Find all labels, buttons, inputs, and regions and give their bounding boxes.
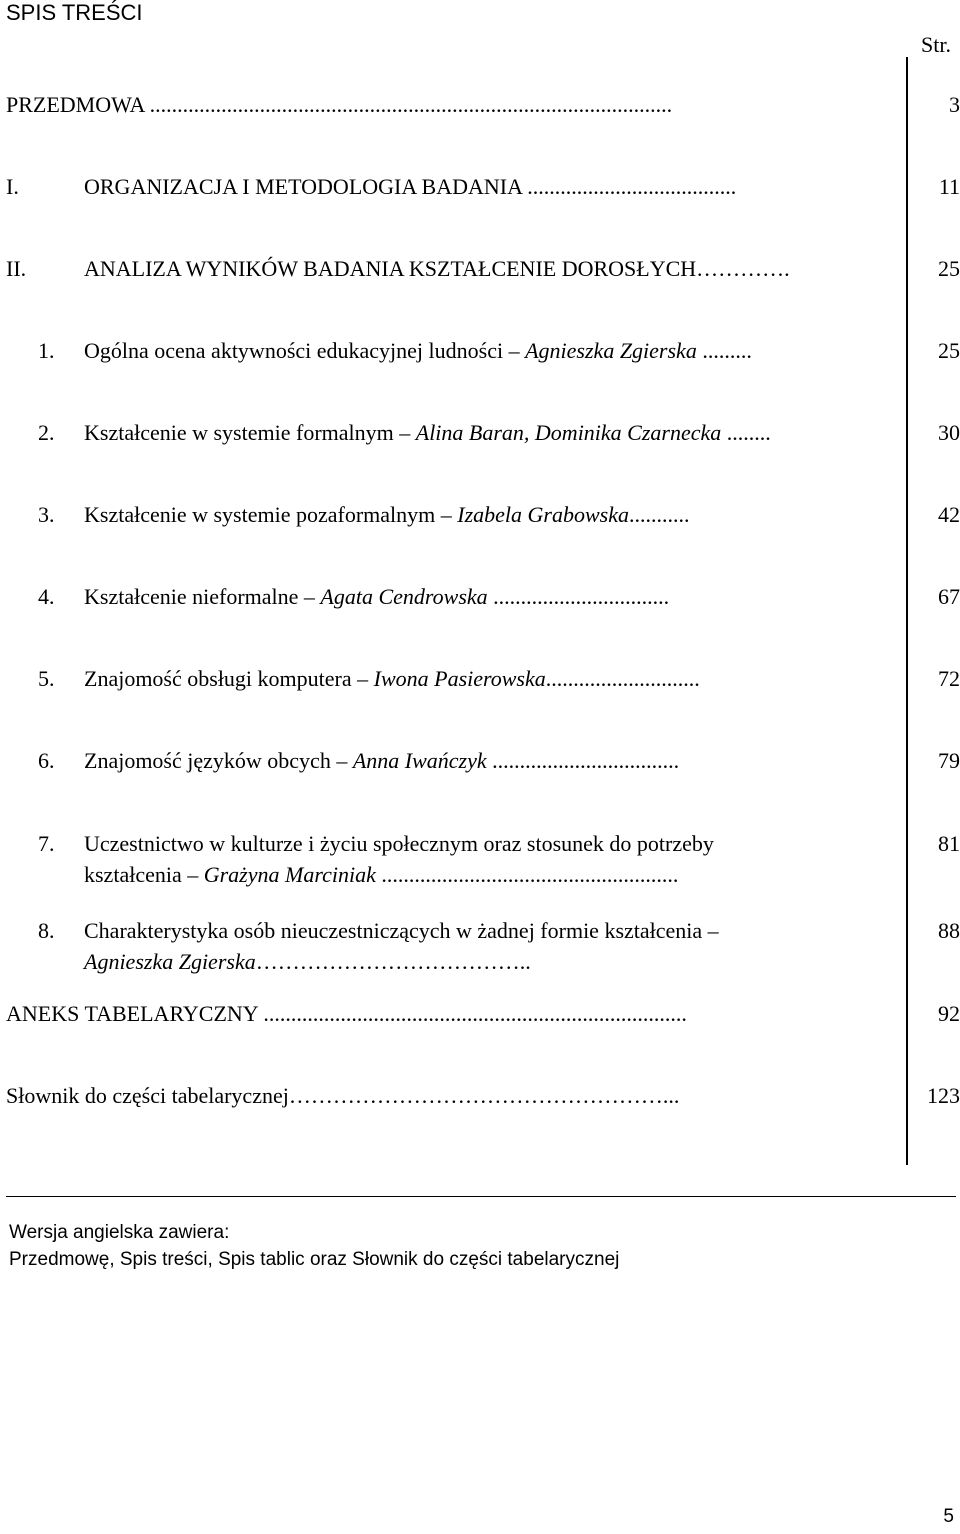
toc-entry-text: Znajomość języków obcych – bbox=[84, 748, 353, 773]
toc-entry-glossary[interactable] bbox=[0, 1083, 960, 1113]
toc-entry-page: 72 bbox=[938, 666, 960, 691]
toc-entry-leader: .................................. bbox=[486, 748, 680, 773]
toc-entry-annex[interactable] bbox=[0, 1001, 960, 1031]
toc-entry-preface[interactable] bbox=[0, 92, 960, 122]
note-line-2: Przedmowę, Spis treści, Spis tablic oraz Słownik do części tabelarycznej bbox=[9, 1249, 620, 1270]
toc-entry-page: 25 bbox=[938, 256, 960, 281]
toc-entry-section-3[interactable] bbox=[0, 502, 960, 532]
toc-entry-line bbox=[84, 420, 771, 446]
toc-entry-chapter-1[interactable] bbox=[0, 174, 960, 204]
toc-entry-page: 67 bbox=[938, 584, 960, 609]
toc-entry-page: 81 bbox=[938, 831, 960, 856]
toc-entry-author: Alina Baran, Dominika Czarnecka bbox=[415, 420, 722, 445]
toc-entry-author: Agnieszka Zgierska bbox=[84, 949, 256, 974]
toc-entry-chapter-2[interactable] bbox=[0, 256, 960, 286]
toc-entry-text: Ogólna ocena aktywności edukacyjnej ludności – bbox=[84, 338, 526, 363]
toc-entry-text: Kształcenie w systemie pozaformalnym – bbox=[84, 502, 458, 527]
separator-line bbox=[6, 1196, 956, 1197]
toc-entry-text: ANALIZA WYNIKÓW BADANIA KSZTAŁCENIE DOROSŁYCH…………. bbox=[84, 256, 790, 281]
toc-entry-leader: ................................ bbox=[487, 584, 670, 609]
toc-entry-number: 7. bbox=[38, 831, 55, 856]
toc-entry-leader: ……………………………….. bbox=[255, 949, 531, 974]
toc-entry-page: 3 bbox=[949, 92, 960, 117]
toc-entry-line bbox=[84, 338, 752, 364]
toc-entry-text: ANEKS TABELARYCZNY ............................................................................. bbox=[6, 1001, 687, 1026]
toc-entry-section-7[interactable] bbox=[0, 831, 960, 891]
toc-entry-number: I. bbox=[6, 174, 19, 199]
toc-entry-number: 2. bbox=[38, 420, 55, 445]
toc-entry-line bbox=[84, 862, 678, 888]
toc-entry-author: Agnieszka Zgierska bbox=[525, 338, 697, 363]
toc-entry-number: 1. bbox=[38, 338, 55, 363]
toc-entry-line bbox=[84, 748, 679, 774]
toc-entry-leader: ......... bbox=[696, 338, 752, 363]
toc-entry-line bbox=[84, 502, 690, 528]
toc-entry-author: Iwona Pasierowska bbox=[373, 666, 546, 691]
toc-entry-text: Znajomość obsługi komputera – bbox=[84, 666, 374, 691]
toc-entry-page: 79 bbox=[938, 748, 960, 773]
toc-entry-leader: ........ bbox=[721, 420, 771, 445]
toc-entry-line bbox=[84, 949, 531, 975]
note-line-1: Wersja angielska zawiera: bbox=[9, 1222, 230, 1243]
toc-entry-number: 5. bbox=[38, 666, 55, 691]
toc-entry-author: Izabela Grabowska bbox=[457, 502, 629, 527]
toc-entry-number: II. bbox=[6, 256, 27, 281]
page-title: SPIS TREŚCI bbox=[6, 0, 143, 25]
toc-entry-text: ORGANIZACJA I METODOLOGIA BADANIA ...................................... bbox=[84, 174, 737, 199]
toc-entry-page: 25 bbox=[938, 338, 960, 363]
toc-entry-text-cont: kształcenia – bbox=[84, 862, 204, 887]
toc-entry-number: 3. bbox=[38, 502, 55, 527]
toc-entry-text: Charakterystyka osób nieuczestniczących w żadnej formie kształcenia – bbox=[84, 918, 719, 943]
toc-entry-section-2[interactable] bbox=[0, 420, 960, 450]
toc-entry-number: 4. bbox=[38, 584, 55, 609]
toc-entry-page: 92 bbox=[938, 1001, 960, 1026]
toc-entry-text: Uczestnictwo w kulturze i życiu społecznym oraz stosunek do potrzeby bbox=[84, 831, 714, 856]
toc-entry-author: Grażyna Marciniak bbox=[203, 862, 376, 887]
toc-entry-section-6[interactable] bbox=[0, 748, 960, 778]
toc-entry-number: 6. bbox=[38, 748, 55, 773]
toc-entry-page: 30 bbox=[938, 420, 960, 445]
toc-entry-text: Słownik do części tabelarycznej……………………………………………... bbox=[6, 1083, 680, 1108]
toc-entry-text: Kształcenie nieformalne – bbox=[84, 584, 321, 609]
toc-entry-line bbox=[84, 666, 700, 692]
toc-entry-number: 8. bbox=[38, 918, 55, 943]
toc-entry-section-8[interactable] bbox=[0, 918, 960, 978]
toc-entry-page: 11 bbox=[938, 174, 960, 199]
toc-entry-page: 88 bbox=[938, 918, 960, 943]
toc-entry-line bbox=[84, 584, 669, 610]
toc-entry-page: 123 bbox=[927, 1083, 960, 1108]
toc-entry-leader: ...................................................... bbox=[375, 862, 679, 887]
toc-entry-section-5[interactable] bbox=[0, 666, 960, 696]
toc-entry-text: Kształcenie w systemie formalnym – bbox=[84, 420, 416, 445]
toc-entry-author: Agata Cendrowska bbox=[320, 584, 488, 609]
toc-entry-section-1[interactable] bbox=[0, 338, 960, 368]
toc-entry-section-4[interactable] bbox=[0, 584, 960, 614]
page-number: 5 bbox=[943, 1506, 954, 1527]
page-column-header: Str. bbox=[921, 32, 951, 57]
toc-entry-page: 42 bbox=[938, 502, 960, 527]
toc-entry-leader: ........... bbox=[629, 502, 690, 527]
toc-entry-leader: ............................ bbox=[545, 666, 700, 691]
toc-entry-text: PRZEDMOWA ............................................................................................... bbox=[6, 92, 673, 117]
toc-entry-author: Anna Iwańczyk bbox=[352, 748, 487, 773]
